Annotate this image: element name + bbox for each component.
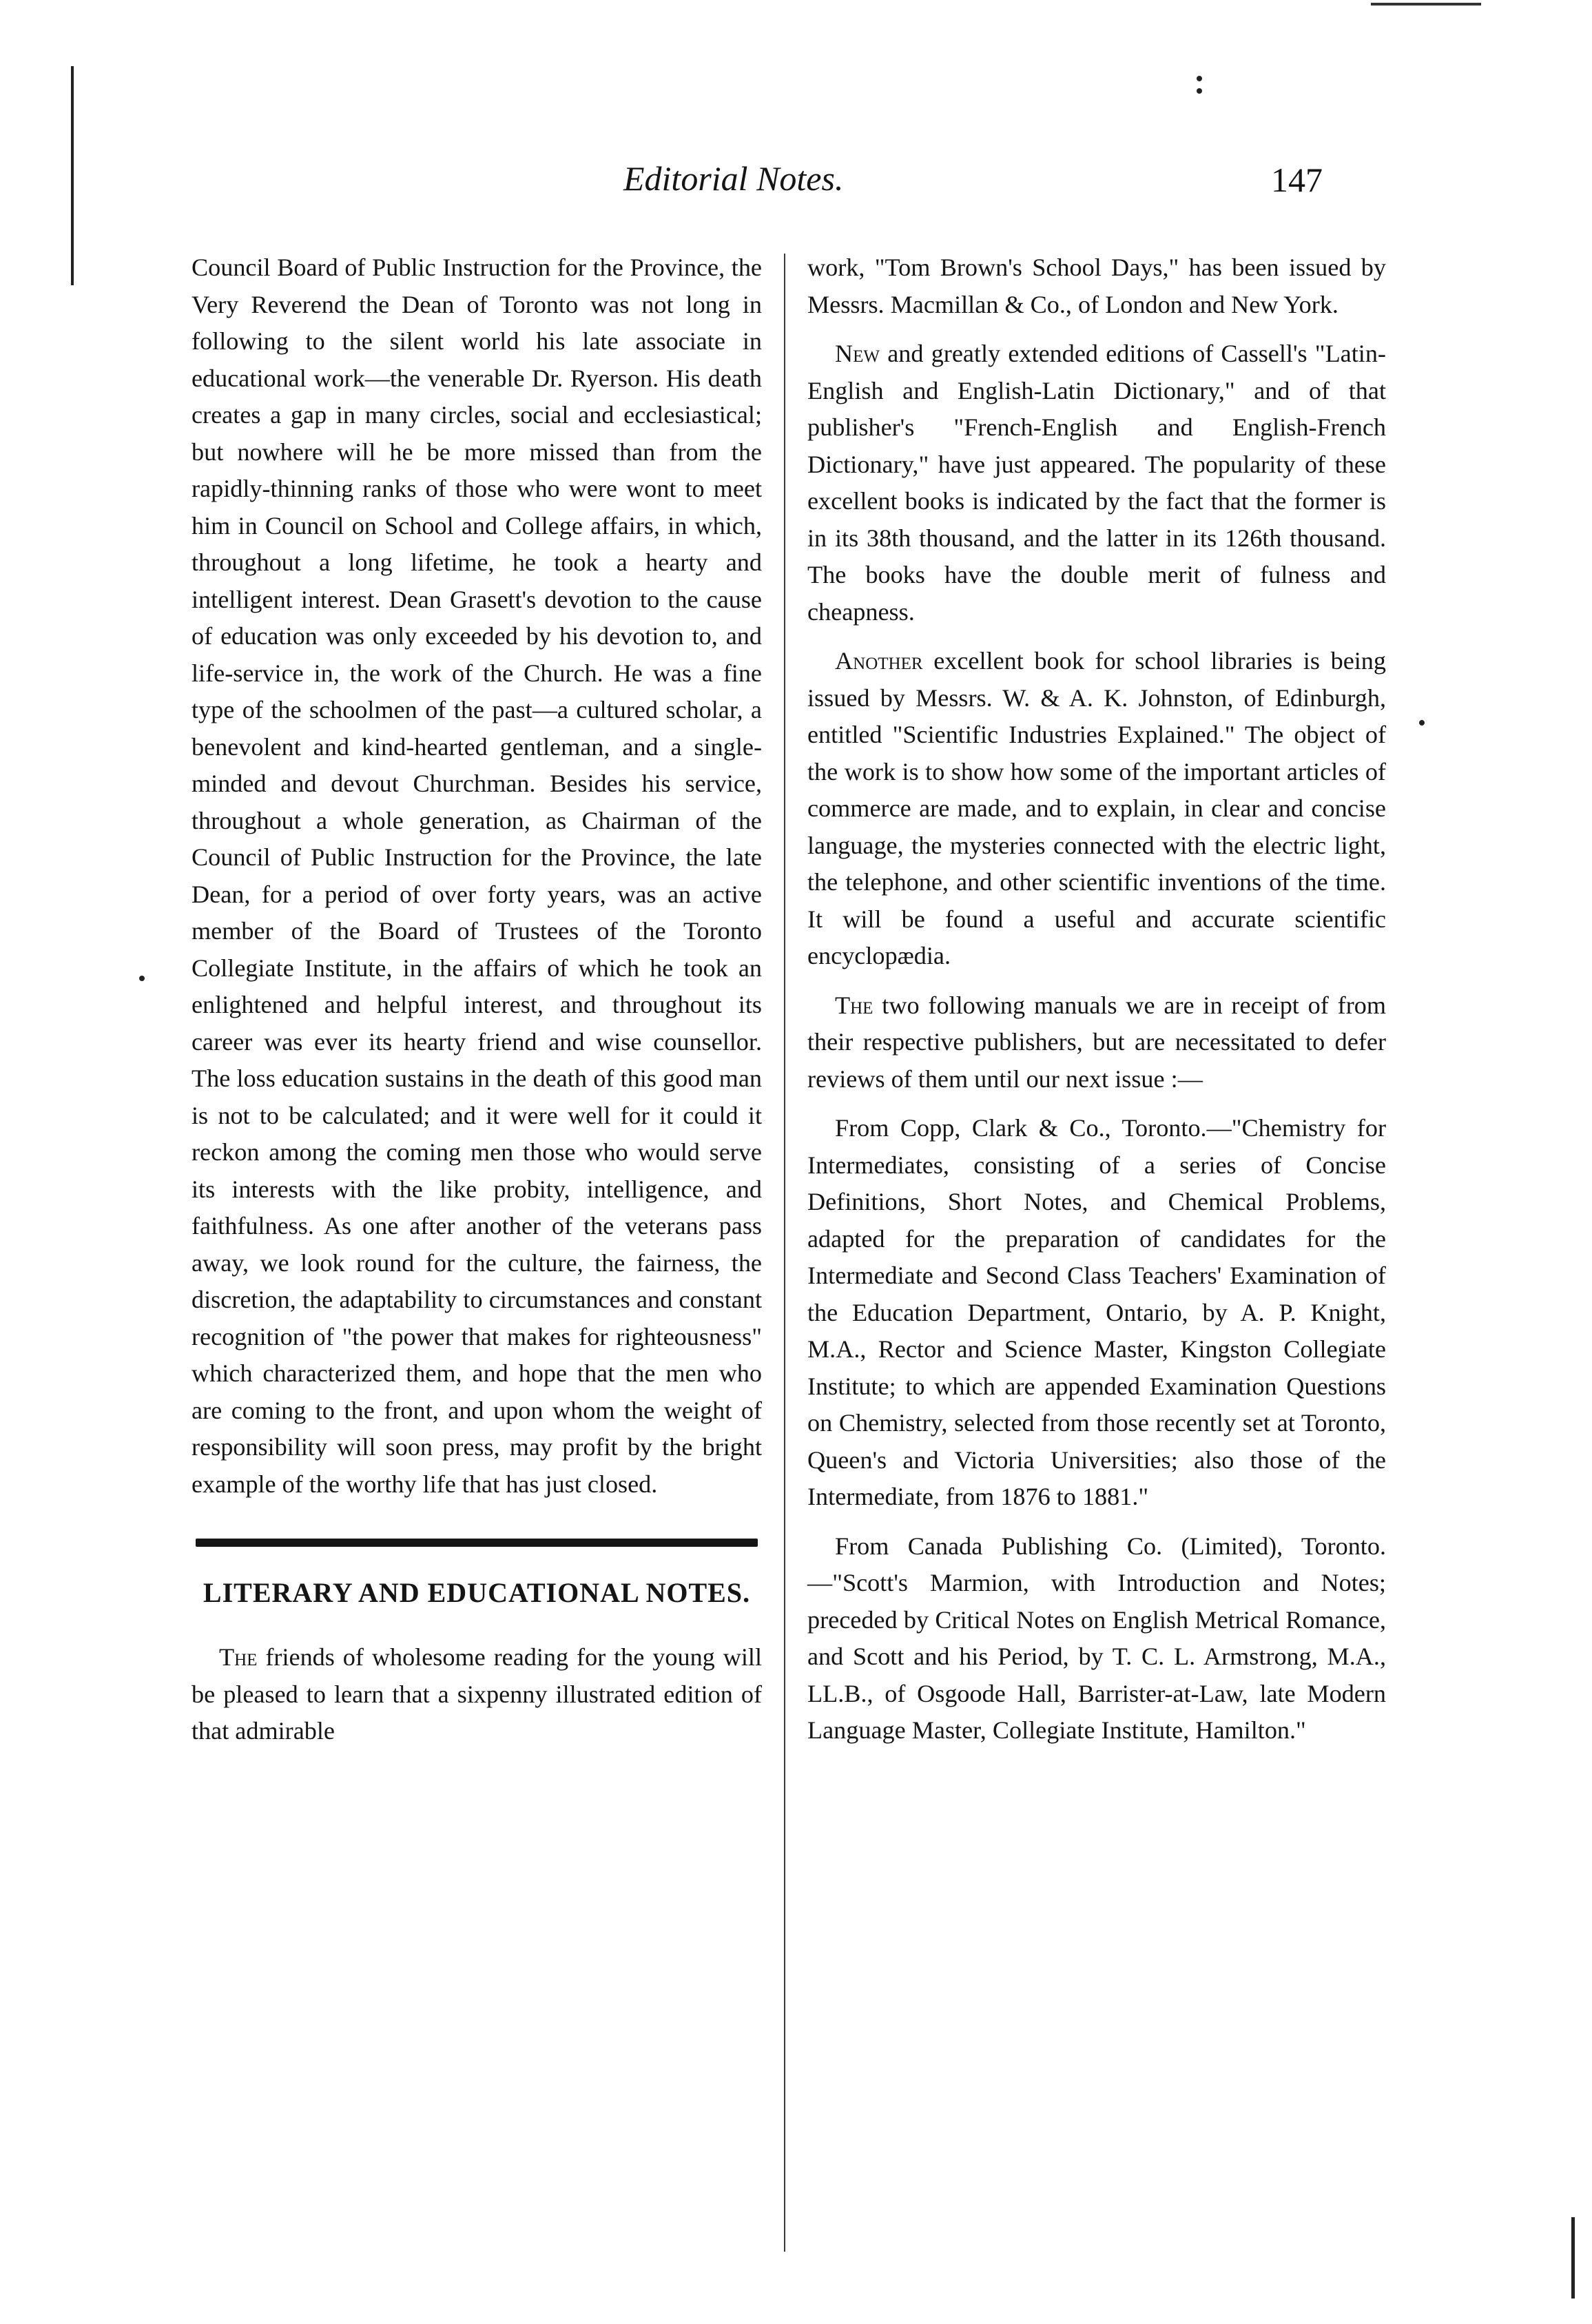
canada-publishing-paragraph: From Canada Publishing Co. (Limited), Toronto.—"Scott's Marmion, with Introduction and Notes; preceded by Critical Notes on English Metrical Romance, and Scott and his Period, by T. C. L. Armstrong, M.A., LL.B., of Osgoode Hall, Barrister-at-Law, late Modern Language Master, Collegiate Institute, Hamilton." [807,1532,1386,1744]
continued-paragraph: work, "Tom Brown's School Days," has been issued by Messrs. Macmillan & Co., of London and New York. [807,254,1386,318]
speck-mark [1419,720,1425,726]
running-head: Editorial Notes. [623,159,844,198]
johnston-note-paragraph [807,643,1386,975]
paragraph-text: excellent book for school libraries is being issued by Messrs. W. & A. K. Johnston, of Edinburgh, entitled "Scientific Industries Explained." The object of the work is to show how some of the important articles of commerce are made, and to explain, in clear and concise language, the mysteries connected with the electric light, the telephone, and other scientific inventions of the time. It will be found a useful and accurate scientific encyclopædia. [807,647,1386,969]
paragraph-text: friends of wholesome reading for the young will be pleased to learn that a sixpenny illustrated edition of that admirable [192,1643,762,1745]
literary-note-paragraph [192,1639,762,1750]
right-column [807,249,1386,1762]
section-title: LITERARY AND EDUCATIONAL NOTES. [203,1577,751,1608]
cassell-note-paragraph [807,336,1386,630]
paragraph-text: two following manuals we are in receipt of from their respective publishers, but are necessitated to defer reviews of them until our next issue :— [807,991,1386,1093]
right-margin-mark [1571,2217,1575,2299]
lead-word: Another [835,647,923,675]
section-rule [196,1539,758,1547]
copp-clark-paragraph: From Copp, Clark & Co., Toronto.—"Chemistry for Intermediates, consisting of a series of Concise Definitions, Short Notes, and Chemical Problems, adapted for the preparation of candidates for the Intermediate and Second Class Teachers' Examination of the Education Department, Ontario, by A. P. Knight, M.A., Rector and Science Master, Kingston Collegiate Institute; to which are appended Examination Questions on Chemistry, selected from those recently set at Toronto, Queen's and Victoria Universities; also those of the Intermediate, from 1876 to 1881." [807,1114,1386,1510]
manuals-note-paragraph [807,987,1386,1098]
left-column [192,249,762,1750]
speck-mark [1197,76,1202,81]
page-header [0,158,1592,220]
page-number: 147 [1271,161,1323,199]
speck-mark [139,976,145,981]
column-divider [784,254,785,2252]
lead-word: New [835,340,880,367]
lead-word: The [835,991,873,1019]
obituary-paragraph: Council Board of Public Instruction for the Province, the Very Reverend the Dean of Toronto was not long in following to the silent world his late associate in educational work—the venerable Dr. Ryerson. His death creates a gap in many circles, social and ecclesiastical; but nowhere will he be more missed than from the rapidly-thinning ranks of those who were wont to meet him in Council on School and College affairs, in which, throughout a long lifetime, he took a hearty and intelligent interest. Dean Grasett's devotion to the cause of education was only exceeded by his devotion to, and life-service in, the work of the Church. He was a fine type of the schoolmen of the past—a cultured scholar, a benevolent and kind-hearted gentleman, and a single-minded and devout Churchman. Besides his service, throughout a whole generation, as Chairman of the Council of Public Instruction for the Province, the late Dean, for a period of over forty years, was an active member of the Board of Trustees of the Toronto Collegiate Institute, in the affairs of which he took an enlightened and helpful interest, and throughout its career was ever its hearty friend and wise counsellor. The loss education sustains in the death of this good man is not to be calculated; and it were well for it could it reckon among the coming men those who would serve its interests with the like probity, intelligence, and faithfulness. As one after another of the veterans pass away, we look round for the culture, the fairness, the discretion, the adaptability to circumstances and constant recognition of "the power that makes for righteousness" which characterized them, and hope that the men who are coming to the front, and upon whom the weight of responsibility will soon press, may profit by the bright example of the worthy life that has just closed. [192,254,762,1498]
speck-mark [1197,88,1202,94]
lead-word: The [219,1643,258,1671]
paragraph-text: and greatly extended editions of Cassell's "Latin-English and English-Latin Dictionary," and of that publisher's "French-English and English-French Dictionary," have just appeared. The popularity of these excellent books is indicated by the fact that the former is in its 38th thousand, and the latter in its 126th thousand. The books have the double merit of fulness and cheapness. [807,340,1386,626]
top-edge-mark [1371,3,1481,6]
